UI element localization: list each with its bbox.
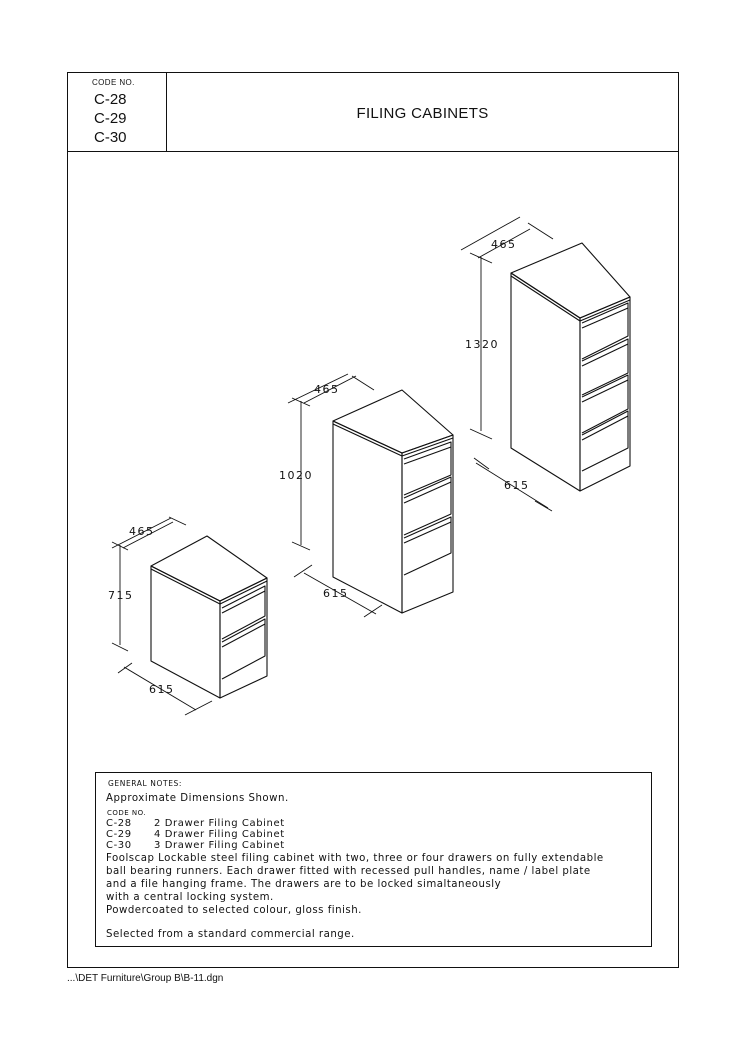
dim-large-height: 1320 (465, 338, 499, 351)
notes-code-row (106, 840, 285, 851)
notes-code: C-30 (106, 840, 132, 851)
notes-finish: Powdercoated to selected colour, gloss finish. (106, 905, 362, 916)
cabinet-large-drawers (582, 303, 628, 471)
cabinet-small-side (151, 566, 220, 698)
cabinet-drawing (68, 73, 680, 773)
notes-heading: GENERAL NOTES: (108, 779, 183, 788)
dim-small-depth: 615 (149, 683, 175, 696)
dim-medium-height: 1020 (279, 469, 313, 482)
notes-desc-line: with a central locking system. (106, 892, 274, 903)
notes-code: C-29 (106, 829, 132, 840)
notes-approx: Approximate Dimensions Shown. (106, 793, 289, 804)
cabinet-medium (333, 390, 453, 613)
notes-code-desc: 2 Drawer Filing Cabinet (154, 818, 285, 829)
cabinet-large-top (511, 243, 630, 318)
cabinet-large-side (511, 273, 580, 491)
dim-medium-width: 465 (314, 383, 340, 396)
cabinet-small (151, 536, 267, 698)
notes-code-row (106, 818, 285, 829)
code-c29: C-29 (94, 110, 127, 127)
notes-desc-line: ball bearing runners. Each drawer fitted with recessed pull handles, name / label plate (106, 866, 591, 877)
notes-code: C-28 (106, 818, 132, 829)
file-path: ...\DET Furniture\Group B\B-11.dgn (67, 973, 224, 984)
notes-code-desc: 4 Drawer Filing Cabinet (154, 829, 285, 840)
code-c30: C-30 (94, 129, 127, 146)
dim-large-width: 465 (491, 238, 517, 251)
dim-small-width: 465 (129, 525, 155, 538)
cabinet-small-top (151, 536, 267, 601)
notes-desc-line: and a file hanging frame. The drawers are to be locked simaltaneously (106, 879, 502, 890)
notes-selected: Selected from a standard commercial range. (106, 929, 355, 940)
dim-small-height: 715 (108, 589, 134, 602)
page-title: FILING CABINETS (356, 105, 489, 122)
general-notes (95, 772, 652, 947)
notes-desc-line: Foolscap Lockable steel filing cabinet with two, three or four drawers on fully extendable (106, 853, 604, 864)
drawing-sheet (67, 72, 679, 968)
cabinet-small-front (220, 578, 267, 698)
dim-large-depth: 615 (504, 479, 530, 492)
code-c28: C-28 (94, 91, 127, 108)
dim-medium-depth: 615 (323, 587, 349, 600)
notes-code-row (106, 829, 285, 840)
notes-code-desc: 3 Drawer Filing Cabinet (154, 840, 285, 851)
code-label: CODE NO. (92, 78, 135, 87)
cabinet-medium-side (333, 421, 402, 613)
cabinet-medium-top (333, 390, 453, 453)
notes-code-label: CODE NO. (107, 809, 147, 817)
cabinet-large (511, 243, 630, 491)
cabinet-medium-drawers (404, 442, 451, 575)
